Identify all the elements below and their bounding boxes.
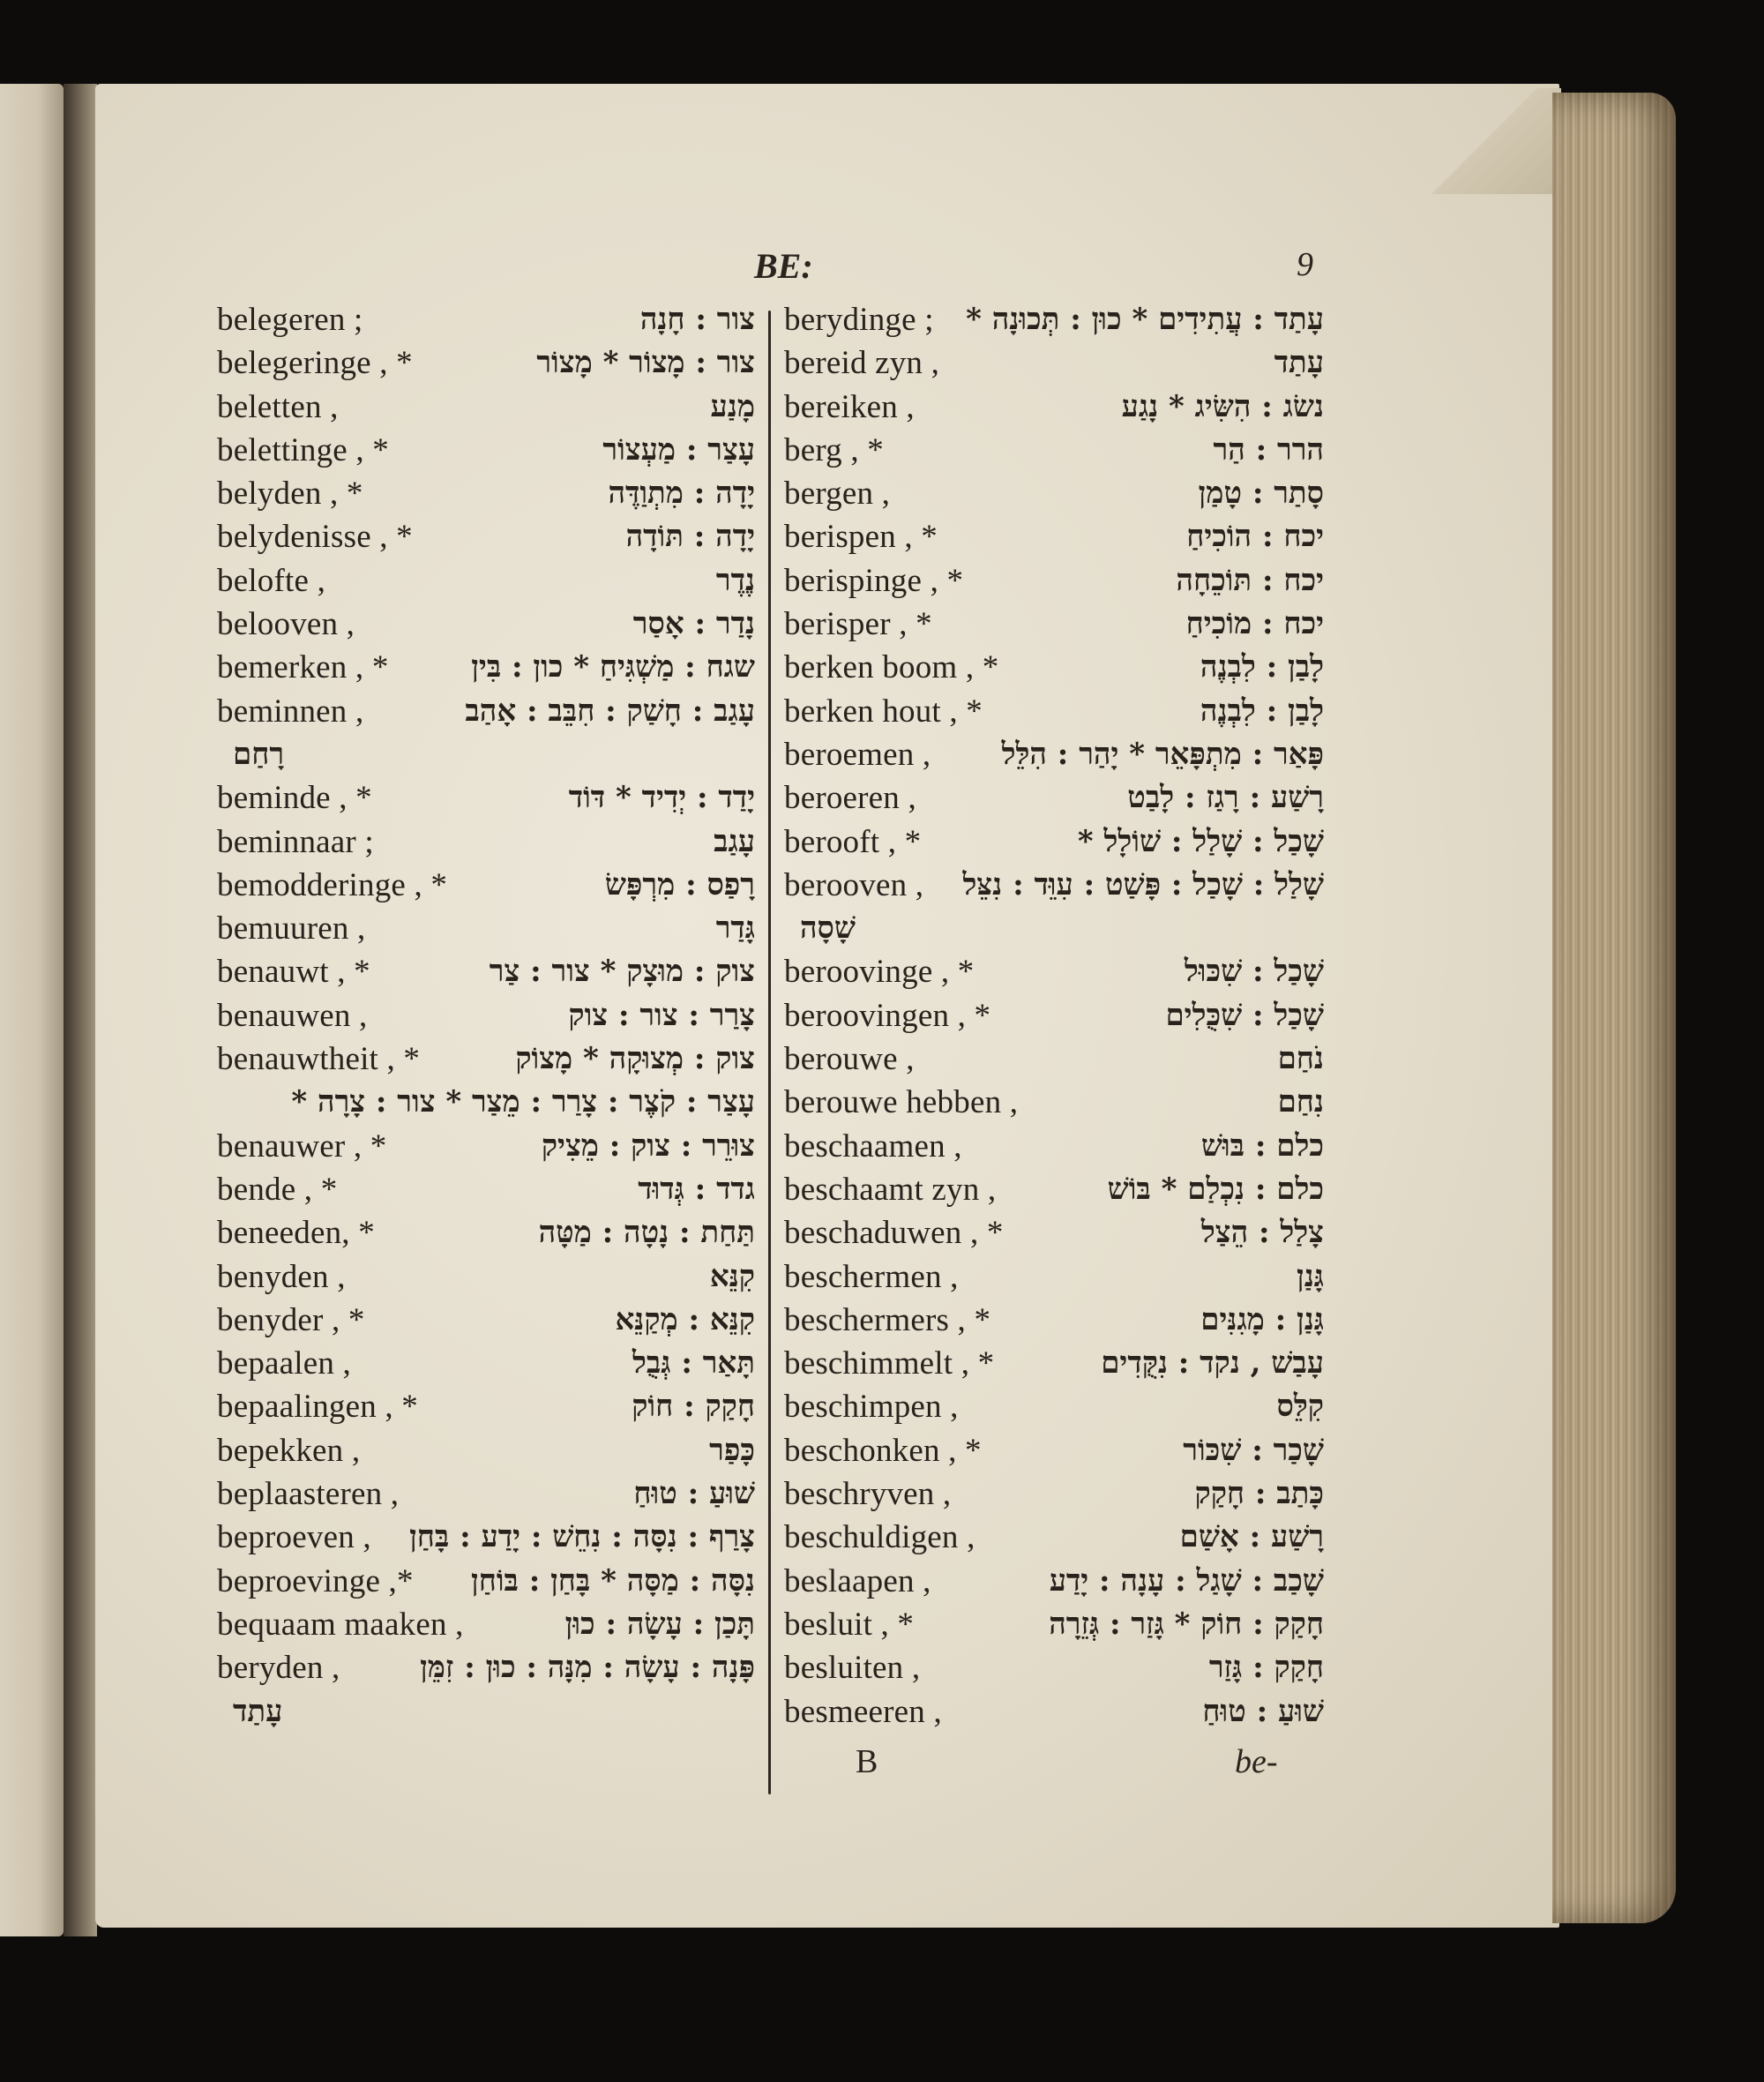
dictionary-entry (217, 1429, 755, 1472)
hebrew-translation: עָתַד (233, 1693, 283, 1729)
dutch-headword: beschermers , * (784, 1301, 991, 1338)
column-rule (768, 311, 771, 1794)
dutch-headword: beletten , (217, 388, 339, 425)
dictionary-entry (784, 559, 1324, 603)
dutch-headword: belofte , (217, 562, 326, 599)
hebrew-translation: כלם : נִכְלַם * בּוֹשׁ (1107, 1171, 1324, 1207)
hebrew-translation: קִלֵּס (1276, 1389, 1324, 1425)
dictionary-entry (784, 1211, 1324, 1254)
dictionary-entry (784, 1081, 1324, 1124)
dutch-headword: besluiten , (784, 1650, 921, 1687)
dictionary-entry (217, 1211, 755, 1254)
dictionary-entry (784, 646, 1324, 689)
page-corner-fold (1429, 88, 1561, 194)
dutch-headword: bemodderinge , * (217, 866, 448, 903)
hebrew-translation: שׁוּעַ : טוּחַ (633, 1476, 755, 1512)
dutch-headword: beschaduwen , * (784, 1215, 1004, 1252)
dutch-headword: beplaasteren , (217, 1476, 400, 1513)
dutch-headword: beschimpen , (784, 1389, 959, 1426)
dictionary-entry (217, 515, 755, 558)
dictionary-entry (784, 386, 1324, 429)
hebrew-translation: צוק : מְצוּקָה * מָצוֹק (515, 1041, 755, 1077)
dictionary-entry (217, 907, 755, 950)
hebrew-translation: צָרַף : נִסָּה : נִחֵשׁ : יָדַע : בָּחַן (409, 1519, 755, 1555)
hebrew-translation: רָשַׁע : רָגַז : לָבַט (1127, 780, 1324, 816)
hebrew-translation: נִחַם (1277, 1084, 1324, 1120)
hebrew-translation: כָּפַר (709, 1432, 755, 1468)
hebrew-translation: יכח : תּוֹכֵחָה (1176, 562, 1324, 598)
hebrew-translation: נשׂג : הִשִּׂיג * נָגַע (1121, 388, 1324, 424)
dutch-headword: benauwt , * (217, 954, 370, 991)
hebrew-translation: נֹחַם (1277, 1041, 1324, 1077)
hebrew-translation: יָדָה : תּוֹדָה (625, 519, 755, 555)
hebrew-translation: שָׁכַב : שָׁגַל : עָנָה : יָדַע (1049, 1562, 1324, 1599)
dutch-headword: beslaapen , (784, 1562, 931, 1599)
dutch-headword: beroovingen , * (784, 997, 991, 1034)
previous-page-edge (0, 84, 64, 1936)
dictionary-entry (217, 1472, 755, 1516)
dictionary-entry (784, 1342, 1324, 1385)
dutch-headword: berispen , * (784, 519, 938, 556)
dutch-headword: bemerken , * (217, 649, 389, 686)
dutch-headword: bepaalen , (217, 1345, 351, 1382)
hebrew-translation: רָחַם (233, 736, 285, 772)
dutch-headword: belegeren ; (217, 302, 363, 338)
dutch-headword: berydinge ; (784, 302, 934, 338)
dictionary-entry (217, 733, 755, 776)
dutch-headword: bende , * (217, 1171, 338, 1208)
dictionary-entry (217, 603, 755, 646)
dutch-headword: benauwtheit , * (217, 1041, 421, 1078)
hebrew-translation: רָשַׁע : אָשַׁם (1179, 1519, 1324, 1555)
dictionary-entry (217, 1690, 755, 1734)
dictionary-entry (784, 429, 1324, 472)
dictionary-entry (784, 1690, 1324, 1734)
dictionary-entry (784, 776, 1324, 820)
dictionary-entry (784, 515, 1324, 558)
dictionary-entry (784, 907, 1324, 950)
dutch-headword: benauwer , * (217, 1127, 387, 1165)
dictionary-entry (784, 1385, 1324, 1428)
dutch-headword: besmeeren , (784, 1693, 942, 1730)
hebrew-translation: עָתַד : עֲתִידִים * כוּן : תְּכוּנָה * (966, 302, 1324, 337)
dictionary-entry (784, 950, 1324, 993)
dictionary-entry (784, 1255, 1324, 1299)
dutch-headword: berken boom , * (784, 649, 999, 686)
hebrew-translation: תַּחַת : נָטָה : מַטָּה (538, 1215, 755, 1251)
dictionary-entry (784, 820, 1324, 864)
hebrew-translation: יָדַד : יְדִיד * דּוֹד (568, 780, 755, 816)
hebrew-translation: צָלַל : הֵצַל (1200, 1215, 1324, 1251)
dutch-headword: beschaamt zyn , (784, 1171, 997, 1208)
dictionary-entry (217, 1646, 755, 1689)
hebrew-translation: עָגַב (714, 823, 755, 859)
hebrew-translation: שגח : מַשְׁגִּיחַ * כון : בִּין (471, 649, 755, 685)
hebrew-translation: נֶדֶר (715, 562, 755, 598)
dictionary-entry (217, 1168, 755, 1211)
dictionary-entry (217, 776, 755, 820)
dutch-headword: beryden , (217, 1650, 340, 1687)
dictionary-entry (784, 1429, 1324, 1472)
dictionary-entry (784, 1560, 1324, 1603)
dutch-headword: beroovinge , * (784, 954, 975, 991)
dictionary-entry (217, 1342, 755, 1385)
dictionary-entry (784, 1646, 1324, 1689)
dutch-headword: berken hout , * (784, 693, 983, 730)
hebrew-translation: פָּנָה : עָשָׂה : מִנָּה : כוּן : זִמֵּן (420, 1650, 755, 1686)
dutch-headword: berooven , (784, 866, 924, 903)
hebrew-translation: עָגַב : חָשַׁק : חִבֵּב : אָהַב (465, 693, 755, 729)
dutch-headword: beschaamen , (784, 1127, 962, 1165)
hebrew-translation: תָּאַר : גְּבֻל (632, 1345, 755, 1382)
dutch-headword: bequaam maaken , (217, 1606, 464, 1643)
dutch-headword: berisper , * (784, 606, 932, 643)
dutch-headword: beroemen , (784, 736, 931, 773)
hebrew-translation: כָּתַב : חָקַק (1194, 1476, 1324, 1512)
dutch-headword: belyden , * (217, 476, 363, 513)
hebrew-translation: יכח : מוֹכִיחַ (1185, 606, 1324, 642)
dutch-headword: beroeren , (784, 780, 916, 817)
dictionary-entry (784, 1299, 1324, 1342)
dictionary-entry (784, 1603, 1324, 1646)
dutch-headword: belooven , (217, 606, 355, 643)
hebrew-translation: צָרַר : צור : צוק (568, 997, 755, 1033)
hebrew-translation: צור : חָנָה (639, 302, 755, 337)
dutch-headword: berouwe hebben , (784, 1084, 1019, 1121)
dictionary-entry (784, 1516, 1324, 1559)
page-number: 9 (1297, 246, 1313, 283)
dutch-headword: berooft , * (784, 823, 922, 860)
hebrew-translation: לָבַן : לִבְנֶה (1200, 649, 1324, 685)
hebrew-translation: קִנֵּא : מְקַנֵּא (615, 1301, 755, 1337)
dictionary-entry (784, 733, 1324, 776)
dutch-headword: beschermen , (784, 1258, 959, 1295)
hebrew-translation: צור : מָצוֹר * מָצוֹר (536, 345, 755, 381)
dictionary-entry (217, 994, 755, 1037)
dictionary-entry (217, 1037, 755, 1081)
dutch-headword: beschryven , (784, 1476, 952, 1513)
dictionary-entry (217, 1125, 755, 1168)
dutch-headword: beminde , * (217, 780, 372, 817)
dictionary-entry (217, 1081, 755, 1124)
dictionary-entry (784, 690, 1324, 733)
hebrew-translation: עָצַר : מַעְצוֹר (602, 431, 755, 468)
hebrew-translation: שָׁכַל : שִׁכֻּלִים (1165, 997, 1324, 1033)
hebrew-translation: יכח : הוֹכִיחַ (1186, 519, 1324, 555)
dutch-headword: bepaalingen , * (217, 1389, 418, 1426)
hebrew-translation: עָבַשׁ , נקד : נִקֻּדִים (1101, 1345, 1324, 1382)
dutch-headword: berouwe , (784, 1041, 915, 1078)
dictionary-entry (784, 1472, 1324, 1516)
dutch-headword: besluit , * (784, 1606, 915, 1643)
hebrew-translation: יָדָה : מִתְוַדֶּה (608, 476, 755, 512)
dictionary-entry (217, 690, 755, 733)
dutch-headword: belettinge , * (217, 431, 389, 468)
book-gutter (64, 84, 97, 1936)
dutch-headword: beschimmelt , * (784, 1345, 995, 1382)
dutch-headword: berg , * (784, 431, 884, 468)
right-column (784, 298, 1324, 1734)
dictionary-entry (217, 559, 755, 603)
dictionary-entry (217, 864, 755, 907)
hebrew-translation: שָׁכַל : שָׁלַל : שׁוֹלָל * (1077, 823, 1324, 859)
dictionary-entry (217, 429, 755, 472)
dictionary-entry (217, 1560, 755, 1603)
dictionary-entry (217, 1603, 755, 1646)
dutch-headword: bemuuren , (217, 910, 366, 947)
dictionary-entry (784, 603, 1324, 646)
dictionary-entry (217, 646, 755, 689)
dictionary-entry (784, 298, 1324, 341)
signature-mark: B (856, 1743, 878, 1780)
hebrew-translation: נָדַר : אָסַר (632, 606, 755, 642)
dictionary-entry (784, 341, 1324, 385)
hebrew-translation: שָׁכַל : שִׁכּוּל (1184, 954, 1324, 990)
hebrew-translation: שָׁלַל : שָׁכַל : פָּשַׁט : עִוֵּד : נִצֵּל (962, 866, 1324, 902)
dictionary-entry (217, 472, 755, 515)
hebrew-translation: צוק : מוּצָק * צור : צַר (489, 954, 755, 990)
hebrew-translation: גדד : גְּדוּד (638, 1171, 755, 1207)
hebrew-translation: כלם : בּוּשׁ (1200, 1127, 1324, 1164)
dutch-headword: benauwen , (217, 997, 368, 1034)
dutch-headword: bereid zyn , (784, 345, 940, 382)
dictionary-entry (217, 386, 755, 429)
dictionary-entry (217, 341, 755, 385)
hebrew-translation: גָּנַן (1297, 1258, 1324, 1294)
hebrew-translation: שׁוּעַ : טוּחַ (1202, 1693, 1324, 1729)
dutch-headword: beminnaar ; (217, 823, 374, 860)
dutch-headword: belegeringe , * (217, 345, 413, 382)
hebrew-translation: רָפַס : מִרְפָּשׂ (604, 866, 755, 902)
hebrew-translation: חָקַק : חוֹק (632, 1389, 755, 1425)
hebrew-translation: שָׁסָה (800, 910, 856, 947)
hebrew-translation: חָקַק : חוֹק * גָּזַר : גְּזֵרָה (1049, 1606, 1324, 1642)
dictionary-entry (784, 864, 1324, 907)
hebrew-translation: מָנַע (710, 388, 755, 424)
hebrew-translation: שָׁכַר : שִׁכּוֹר (1183, 1432, 1324, 1468)
dutch-headword: bepekken , (217, 1432, 361, 1469)
hebrew-translation: גָּדַר (715, 910, 755, 947)
dictionary-entry (784, 1037, 1324, 1081)
left-column (217, 298, 755, 1734)
dutch-headword: beschonken , * (784, 1432, 982, 1469)
dictionary-entry (217, 950, 755, 993)
hebrew-translation: עָתַד (1274, 345, 1324, 381)
dictionary-entry (217, 820, 755, 864)
dictionary-entry (217, 1516, 755, 1559)
dutch-headword: belydenisse , * (217, 519, 413, 556)
dutch-headword: benyden , (217, 1258, 346, 1295)
hebrew-translation: לָבַן : לִבְנֶה (1200, 693, 1324, 729)
dictionary-entry (217, 1299, 755, 1342)
hebrew-translation: קִנֵּא (709, 1258, 755, 1294)
dictionary-entry (784, 1168, 1324, 1211)
page-block-edge (1552, 93, 1676, 1923)
dutch-headword: beneeden, * (217, 1215, 375, 1252)
dutch-headword: beminnen , (217, 693, 364, 730)
dictionary-entry (784, 472, 1324, 515)
dutch-headword: bereiken , (784, 388, 915, 425)
dutch-headword: berispinge , * (784, 562, 964, 599)
hebrew-translation: תָּכַן : עָשָׂה : כוּן (564, 1606, 755, 1642)
dutch-headword: beproevinge ,* (217, 1562, 414, 1599)
hebrew-translation: נִסָּה : מַסָּה * בָּחַן : בּוֹחַן (471, 1562, 755, 1599)
hebrew-translation: עָצַר : קֹצֶר : צָרַר : מֵצַר * צור : צָרָה * (291, 1084, 755, 1120)
dictionary-entry (784, 994, 1324, 1037)
hebrew-translation: פָּאַר : מִתְפָּאֵר * יָהַר : הִלֵּל (1001, 736, 1324, 772)
dutch-headword: beproeven , (217, 1519, 371, 1556)
dictionary-entry (217, 298, 755, 341)
hebrew-translation: סָתַר : טָמַן (1198, 476, 1324, 512)
dictionary-entry (784, 1125, 1324, 1168)
running-head: BE: (754, 246, 813, 286)
hebrew-translation: גָּנַן : מָגִנִּים (1200, 1301, 1324, 1337)
dictionary-entry (217, 1255, 755, 1299)
dutch-headword: benyder , * (217, 1301, 365, 1338)
dutch-headword: bergen , (784, 476, 891, 513)
hebrew-translation: צוּרֵר : צוק : מֵצִיק (541, 1127, 755, 1164)
hebrew-translation: הרר : הַר (1213, 431, 1324, 468)
hebrew-translation: חָקַק : גָּזַר (1208, 1650, 1324, 1686)
dictionary-entry (217, 1385, 755, 1428)
dutch-headword: beschuldigen , (784, 1519, 975, 1556)
catchword: be- (1235, 1743, 1278, 1780)
